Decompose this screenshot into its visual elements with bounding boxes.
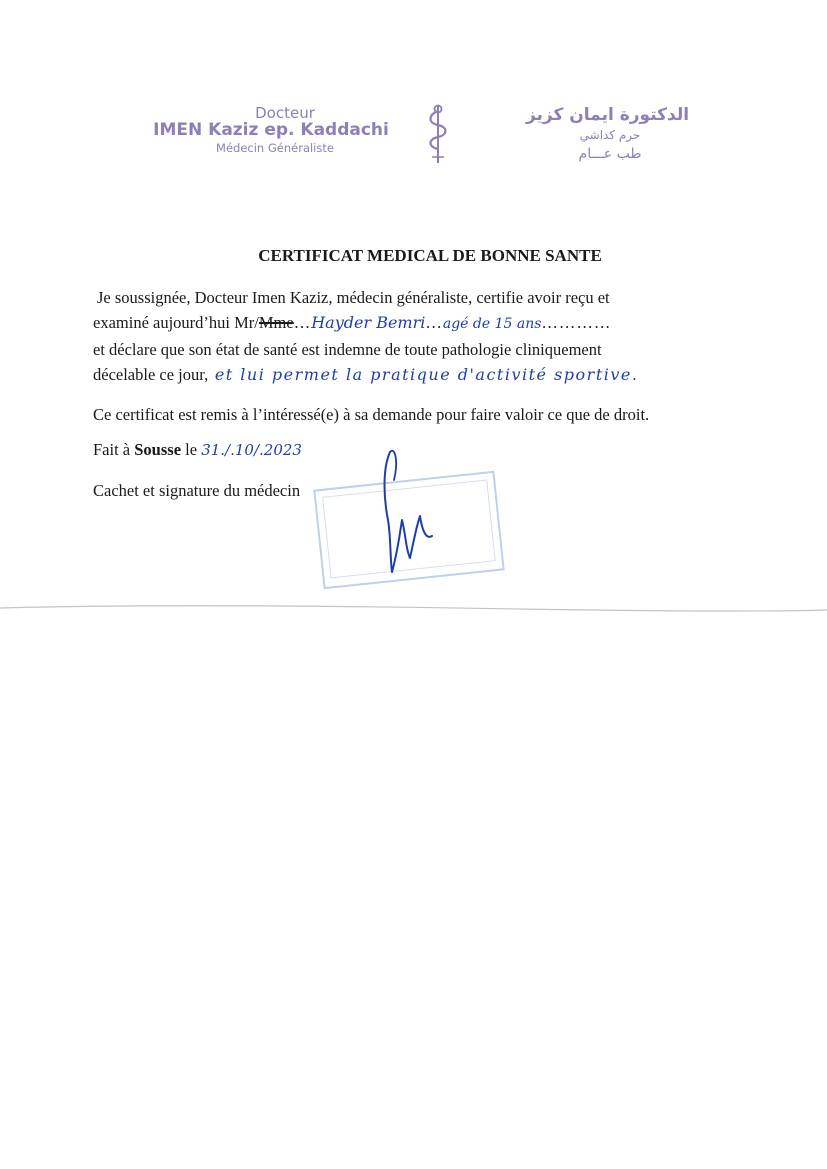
paper-edge — [0, 596, 827, 616]
patient-age-handwritten: agé de 15 ans — [442, 316, 542, 332]
doctor-signature — [372, 440, 442, 580]
letterhead-specialty: Médecin Généraliste — [216, 141, 334, 155]
signature-label: Cachet et signature du médecin — [93, 481, 301, 500]
body-line-4 — [93, 365, 638, 385]
sport-clause-handwritten: et lui permet la pratique d'activité sportive. — [208, 365, 639, 384]
line2-prefix: examiné aujourd’hui Mr/ — [93, 313, 259, 332]
place-suffix: le — [181, 440, 202, 459]
certificate-title: CERTIFICAT MEDICAL DE BONNE SANTE — [258, 246, 602, 265]
letterhead-title: Docteur — [255, 104, 315, 122]
place-date-line — [93, 440, 302, 460]
letterhead-arabic-name: الدكتورة ايمان كزيز — [525, 105, 690, 125]
patient-name-handwritten: Hayder Bemri — [311, 313, 426, 332]
body-line-5: Ce certificat est remis à l’intéressé(e) à sa demande pour faire valoir ce que de droit. — [93, 405, 650, 424]
body-line-2 — [93, 313, 611, 333]
caduceus-icon — [424, 103, 452, 165]
struck-title: Mme — [258, 313, 294, 332]
dots-c: ………… — [541, 313, 612, 332]
place-name: Sousse — [134, 440, 182, 459]
letterhead-arabic-spouse: حرم كداشي — [579, 128, 641, 142]
place-prefix: Fait à — [93, 440, 135, 459]
dots-b: … — [425, 313, 443, 332]
body-line-3: et déclare que son état de santé est indemne de toute pathologie cliniquement — [93, 340, 602, 359]
letterhead-doctor-name: IMEN Kaziz ep. Kaddachi — [153, 120, 389, 140]
date-handwritten: 31./.10/.2023 — [201, 441, 302, 459]
body-line-1: Je soussignée, Docteur Imen Kaziz, médecin généraliste, certifie avoir reçu et — [97, 288, 610, 307]
dots-a: … — [293, 313, 312, 332]
letterhead-arabic-specialty: طب عـــام — [578, 146, 642, 162]
line4-prefix: décelable ce jour, — [93, 365, 209, 384]
